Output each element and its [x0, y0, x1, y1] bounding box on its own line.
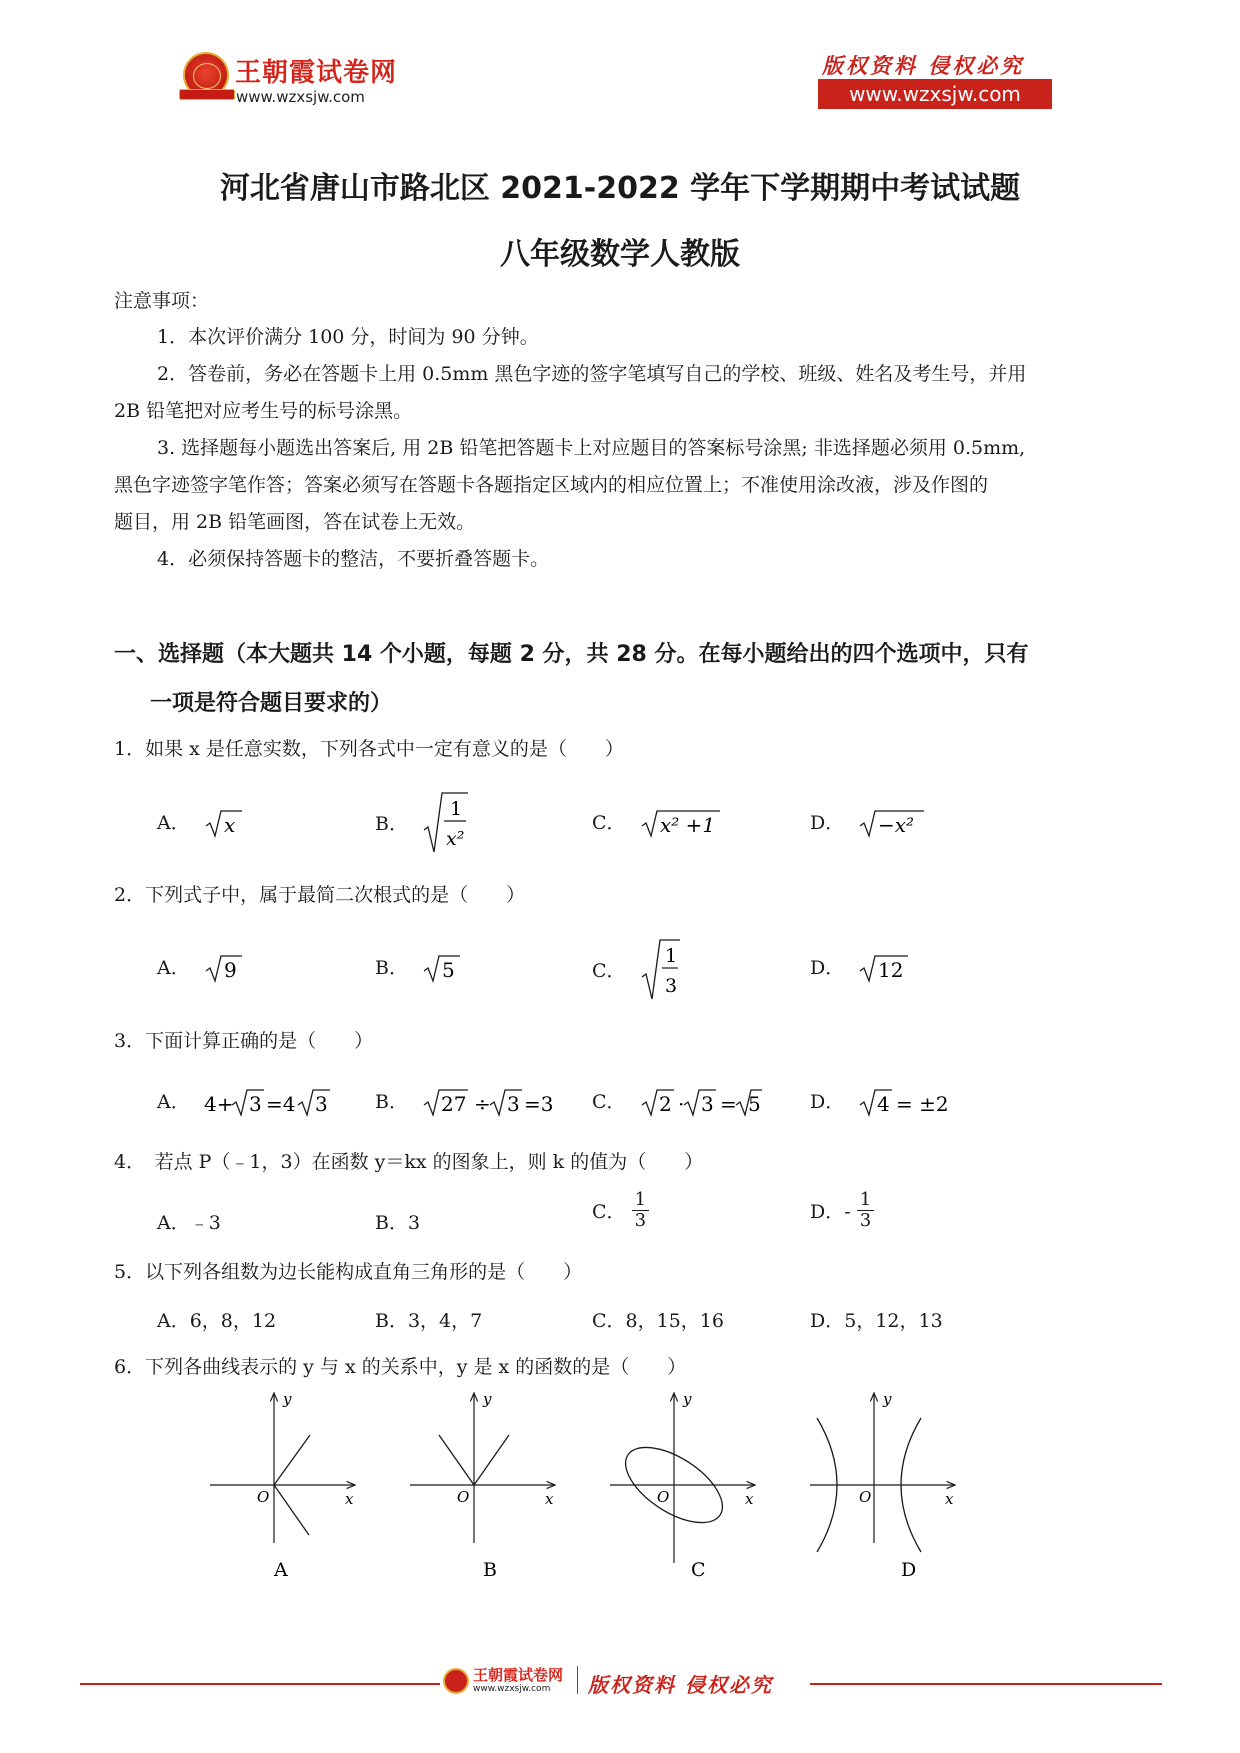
question-5-option-b: B．3，4，7 [375, 1310, 483, 1332]
page-subtitle: 八年级数学人教版 [500, 237, 740, 272]
ray-up [274, 1435, 310, 1485]
brand-url: www.wzxsjw.com [236, 88, 365, 106]
notice-heading: 注意事项： [114, 290, 210, 312]
question-3-option-b [375, 1087, 554, 1119]
origin-label: O [859, 1488, 872, 1506]
radicand: 27 [441, 1092, 467, 1116]
question-2-option-d [810, 953, 910, 985]
section-heading-cont: 一项是符合题目要求的） [150, 691, 393, 716]
fraction [857, 1190, 874, 1231]
option-label: D． [810, 957, 845, 979]
term: 4+ [203, 1092, 234, 1116]
notice-item-3: 3. 选择题每小题选出答案后, 用 2B 铅笔把答题卡上对应题目的答案标号涂黑; 非选择题必须用 0.5mm, [157, 437, 1026, 459]
question-1-option-b [375, 790, 470, 854]
radicand: 4 [877, 1092, 891, 1116]
ray-right [474, 1435, 509, 1485]
radicand: 3 [507, 1092, 520, 1116]
math-expression [858, 1087, 958, 1119]
option-label: A． [157, 957, 190, 979]
operator: ÷ [474, 1092, 491, 1116]
question-2-stem: 2．下列式子中，属于最简二次根式的是（ ） [114, 884, 526, 906]
footer-separator [577, 1666, 578, 1694]
sqrt-expression [858, 953, 910, 985]
section-heading: 一、选择题（本大题共 14 个小题，每题 2 分，共 28 分。在每小题给出的四个选项中，只有 [114, 642, 1029, 667]
option-label: A． [157, 1091, 190, 1113]
radicand: x² +1 [659, 813, 715, 837]
option-label: D． [810, 1091, 845, 1113]
numerator: 1 [450, 798, 463, 820]
option-label: D． [810, 812, 845, 834]
sqrt-expression [640, 808, 722, 840]
axis-y-label: y [883, 1390, 892, 1408]
sqrt-expression [204, 953, 244, 985]
option-label: C． [592, 1201, 626, 1223]
operator: · [677, 1092, 684, 1116]
question-2-option-a [157, 953, 244, 985]
numerator: 1 [632, 1190, 649, 1211]
question-5-option-d: D．5，12，13 [810, 1310, 943, 1332]
url-banner: www.wzxsjw.com [818, 79, 1052, 109]
math-expression [640, 1087, 764, 1119]
radicand: 3 [314, 1092, 328, 1116]
radicand: 5 [747, 1092, 761, 1116]
axis-y-label: y [483, 1390, 492, 1408]
footer-brand-name: 王朝霞试卷网 [473, 1666, 564, 1684]
sqrt-expression [422, 953, 462, 985]
denominator: 3 [634, 1210, 647, 1231]
question-4-option-c [592, 1190, 649, 1231]
denominator: 3 [664, 975, 677, 997]
fraction [632, 1190, 649, 1231]
math-expression [204, 1087, 334, 1119]
graph-c [610, 1390, 755, 1581]
option-label: B． [375, 812, 408, 835]
question-1-stem: 1．如果 x 是任意实数，下列各式中一定有意义的是（ ） [114, 738, 624, 760]
sqrt-fraction-expression [640, 937, 682, 1001]
option-label: C． [592, 959, 626, 982]
copyright-notice: 版权资料 侵权必究 [822, 53, 1025, 78]
notice-item-4: 4．必须保持答题卡的整洁，不要折叠答题卡。 [157, 548, 550, 570]
origin-label: O [457, 1488, 470, 1506]
option-label: D．- [810, 1201, 851, 1223]
brand-name: 王朝霞试卷网 [235, 58, 398, 88]
footer-copyright: 版权资料 侵权必究 [588, 1673, 773, 1697]
numerator: 1 [664, 945, 677, 967]
question-1-option-c [592, 808, 722, 840]
axis-x-label: x [945, 1490, 954, 1508]
denominator: x² [446, 828, 465, 850]
question-4-option-b: B．3 [375, 1212, 421, 1234]
term: =3 [524, 1092, 554, 1116]
denominator: 3 [859, 1210, 872, 1231]
radicand: x [223, 813, 236, 837]
question-5-option-a: A．6，8，12 [157, 1310, 277, 1332]
question-5-stem: 5．以下列各组数为边长能构成直角三角形的是（ ） [114, 1261, 583, 1283]
ray-left [439, 1435, 474, 1485]
option-label: C． [592, 812, 626, 834]
question-1-option-a [157, 808, 244, 840]
footer-logo-emblem [443, 1668, 469, 1694]
question-4-option-d [810, 1190, 874, 1231]
graph-label: A [274, 1559, 288, 1581]
option-label: B． [375, 957, 408, 979]
question-6-graphs [195, 1388, 995, 1588]
footer-brand-url: www.wzxsjw.com [473, 1684, 551, 1694]
option-label: B． [375, 1091, 408, 1113]
radicand: 9 [223, 958, 237, 982]
term: =4 [265, 1092, 296, 1116]
brand-logo-emblem [183, 52, 229, 98]
radicand: 3 [248, 1092, 262, 1116]
term: = ±2 [896, 1092, 949, 1116]
math-expression [422, 1087, 554, 1119]
radicand: 12 [878, 958, 904, 982]
question-5-option-c: C．8，15，16 [592, 1310, 724, 1332]
graph-d [810, 1390, 955, 1581]
radicand: 3 [700, 1092, 714, 1116]
axis-y-label: y [283, 1390, 292, 1408]
radicand: −x² [878, 813, 915, 837]
axis-x-label: x [545, 1490, 554, 1508]
radicand: 5 [442, 958, 455, 982]
axis-y-label: y [683, 1390, 692, 1408]
axis-x-label: x [745, 1490, 754, 1508]
question-6-stem: 6．下列各曲线表示的 y 与 x 的关系中，y 是 x 的函数的是（ ） [114, 1356, 687, 1378]
notice-item-3-cont1: 黑色字迹签字笔作答；答案必须写在答题卡各题指定区域内的相应位置上；不准使用涂改液，涉及作图的 [114, 474, 989, 496]
question-4-option-a: A．﹣3 [157, 1212, 221, 1234]
question-3-option-d [810, 1087, 958, 1119]
option-label: A． [157, 812, 190, 834]
graph-label: D [901, 1559, 917, 1581]
question-1-option-d [810, 808, 926, 840]
question-3-stem: 3．下面计算正确的是（ ） [114, 1030, 374, 1052]
radicand: 2 [658, 1092, 672, 1116]
page-title: 河北省唐山市路北区 2021-2022 学年下学期期中考试试题 [219, 171, 1021, 206]
question-3-option-c [592, 1087, 764, 1119]
axis-x-label: x [345, 1490, 354, 1508]
graph-b [410, 1390, 555, 1581]
sqrt-expression [204, 808, 244, 840]
notice-item-2: 2．答卷前，务必在答题卡上用 0.5mm 黑色字迹的签字笔填写自己的学校、班级、姓名及考生号，并用 [157, 363, 1027, 385]
origin-label: O [657, 1488, 670, 1506]
question-2-option-b [375, 953, 462, 985]
option-label: C． [592, 1091, 626, 1113]
notice-item-2-cont: 2B 铅笔把对应考生号的标号涂黑。 [114, 400, 413, 422]
question-2-option-c [592, 937, 682, 1001]
origin-label: O [257, 1488, 270, 1506]
question-4-stem: 4． 若点 P（﹣1，3）在函数 y＝kx 的图象上，则 k 的值为（ ） [114, 1151, 704, 1173]
ray-down [274, 1485, 309, 1535]
question-3-option-a [157, 1087, 334, 1119]
sqrt-fraction-expression [422, 790, 470, 854]
graph-a [210, 1390, 355, 1581]
footer-divider-left [80, 1683, 440, 1685]
footer-divider-right [810, 1683, 1162, 1685]
numerator: 1 [857, 1190, 874, 1211]
operator: = [719, 1092, 737, 1116]
graph-label: B [483, 1559, 497, 1581]
notice-item-3-cont2: 题目，用 2B 铅笔画图，答在试卷上无效。 [114, 511, 476, 533]
sqrt-expression [858, 808, 926, 840]
graph-label: C [691, 1559, 706, 1581]
notice-item-1: 1．本次评价满分 100 分，时间为 90 分钟。 [157, 326, 539, 348]
